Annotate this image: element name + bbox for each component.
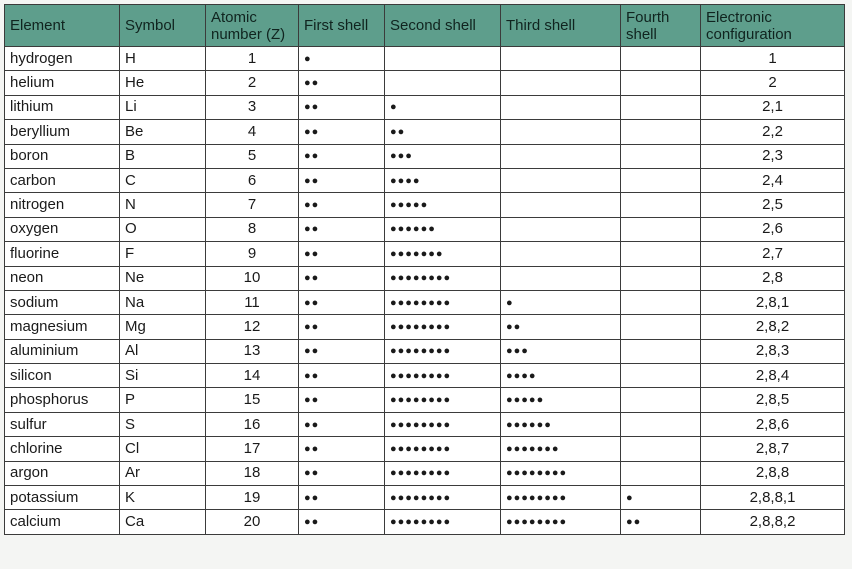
table-row — [5, 290, 845, 314]
first-shell-cell: ●● — [299, 412, 385, 436]
element-symbol-cell: C — [120, 168, 206, 192]
first-shell-cell: ●● — [299, 144, 385, 168]
second-shell-cell — [385, 47, 501, 71]
element-name-cell: beryllium — [5, 120, 120, 144]
third-shell-cell: ●●●●● — [501, 388, 621, 412]
first-shell-cell: ●● — [299, 339, 385, 363]
third-shell-cell — [501, 120, 621, 144]
fourth-shell-cell — [621, 290, 701, 314]
atomic-number-cell: 5 — [206, 144, 299, 168]
second-shell-cell: ●●●●●●●● — [385, 388, 501, 412]
table-header-row — [5, 5, 845, 47]
element-name-cell: neon — [5, 266, 120, 290]
third-shell-cell — [501, 217, 621, 241]
third-shell-cell — [501, 168, 621, 192]
table-row — [5, 364, 845, 388]
table-row — [5, 120, 845, 144]
electronic-configuration-cell: 2,4 — [701, 168, 845, 192]
table-row — [5, 71, 845, 95]
third-shell-cell: ●●●●●●●● — [501, 461, 621, 485]
element-symbol-cell: P — [120, 388, 206, 412]
atomic-number-cell: 15 — [206, 388, 299, 412]
fourth-shell-cell — [621, 242, 701, 266]
header-electronic-configuration: Electronic configuration — [701, 5, 845, 47]
first-shell-cell: ●● — [299, 71, 385, 95]
electron-configuration-table — [4, 4, 845, 535]
atomic-number-cell: 6 — [206, 168, 299, 192]
electronic-configuration-cell: 2,8,3 — [701, 339, 845, 363]
fourth-shell-cell — [621, 412, 701, 436]
third-shell-cell: ●●●●●● — [501, 412, 621, 436]
electronic-configuration-cell: 2,8,6 — [701, 412, 845, 436]
atomic-number-cell: 12 — [206, 315, 299, 339]
element-symbol-cell: F — [120, 242, 206, 266]
second-shell-cell: ●●●●●●●● — [385, 266, 501, 290]
fourth-shell-cell — [621, 144, 701, 168]
element-symbol-cell: H — [120, 47, 206, 71]
element-name-cell: sodium — [5, 290, 120, 314]
element-name-cell: boron — [5, 144, 120, 168]
electronic-configuration-cell: 2,5 — [701, 193, 845, 217]
third-shell-cell — [501, 193, 621, 217]
fourth-shell-cell — [621, 461, 701, 485]
table-row — [5, 461, 845, 485]
element-symbol-cell: He — [120, 71, 206, 95]
element-symbol-cell: Li — [120, 95, 206, 119]
third-shell-cell — [501, 242, 621, 266]
first-shell-cell: ●● — [299, 510, 385, 534]
table-row — [5, 266, 845, 290]
header-atomic-number: Atomic number (Z) — [206, 5, 299, 47]
second-shell-cell: ●●●●●●●● — [385, 437, 501, 461]
electronic-configuration-cell: 2,8,4 — [701, 364, 845, 388]
first-shell-cell: ●● — [299, 290, 385, 314]
third-shell-cell — [501, 144, 621, 168]
element-symbol-cell: N — [120, 193, 206, 217]
electronic-configuration-cell: 2,8,5 — [701, 388, 845, 412]
element-symbol-cell: Cl — [120, 437, 206, 461]
first-shell-cell: ●● — [299, 315, 385, 339]
element-name-cell: argon — [5, 461, 120, 485]
fourth-shell-cell: ● — [621, 486, 701, 510]
second-shell-cell: ●●●●●●●● — [385, 290, 501, 314]
table-row — [5, 193, 845, 217]
element-symbol-cell: Al — [120, 339, 206, 363]
electronic-configuration-cell: 2,8 — [701, 266, 845, 290]
second-shell-cell: ●●●●●●●● — [385, 315, 501, 339]
atomic-number-cell: 10 — [206, 266, 299, 290]
atomic-number-cell: 2 — [206, 71, 299, 95]
electron-configuration-table-container — [4, 4, 844, 535]
first-shell-cell: ●● — [299, 486, 385, 510]
element-name-cell: carbon — [5, 168, 120, 192]
first-shell-cell: ●● — [299, 95, 385, 119]
element-symbol-cell: Si — [120, 364, 206, 388]
fourth-shell-cell — [621, 266, 701, 290]
table-row — [5, 339, 845, 363]
element-name-cell: silicon — [5, 364, 120, 388]
electronic-configuration-cell: 2,1 — [701, 95, 845, 119]
second-shell-cell: ●●●●●●● — [385, 242, 501, 266]
fourth-shell-cell — [621, 364, 701, 388]
element-name-cell: helium — [5, 71, 120, 95]
third-shell-cell: ●●●●●●● — [501, 437, 621, 461]
table-row — [5, 95, 845, 119]
second-shell-cell: ●●●●●● — [385, 217, 501, 241]
table-row — [5, 412, 845, 436]
element-symbol-cell: B — [120, 144, 206, 168]
third-shell-cell — [501, 266, 621, 290]
element-name-cell: nitrogen — [5, 193, 120, 217]
fourth-shell-cell — [621, 120, 701, 144]
second-shell-cell: ●●●●● — [385, 193, 501, 217]
atomic-number-cell: 13 — [206, 339, 299, 363]
third-shell-cell: ● — [501, 290, 621, 314]
atomic-number-cell: 11 — [206, 290, 299, 314]
element-symbol-cell: Ne — [120, 266, 206, 290]
atomic-number-cell: 19 — [206, 486, 299, 510]
atomic-number-cell: 18 — [206, 461, 299, 485]
third-shell-cell: ●●●●●●●● — [501, 486, 621, 510]
element-symbol-cell: Na — [120, 290, 206, 314]
element-name-cell: lithium — [5, 95, 120, 119]
table-row — [5, 144, 845, 168]
electronic-configuration-cell: 2,8,8 — [701, 461, 845, 485]
second-shell-cell: ●●●●●●●● — [385, 364, 501, 388]
table-row — [5, 315, 845, 339]
electronic-configuration-cell: 2,7 — [701, 242, 845, 266]
element-name-cell: fluorine — [5, 242, 120, 266]
third-shell-cell — [501, 47, 621, 71]
element-symbol-cell: O — [120, 217, 206, 241]
fourth-shell-cell: ●● — [621, 510, 701, 534]
table-row — [5, 510, 845, 534]
electronic-configuration-cell: 2,8,7 — [701, 437, 845, 461]
second-shell-cell: ●●●●●●●● — [385, 412, 501, 436]
atomic-number-cell: 8 — [206, 217, 299, 241]
second-shell-cell: ●●● — [385, 144, 501, 168]
table-row — [5, 486, 845, 510]
table-row — [5, 437, 845, 461]
second-shell-cell — [385, 71, 501, 95]
electronic-configuration-cell: 2,3 — [701, 144, 845, 168]
element-name-cell: potassium — [5, 486, 120, 510]
third-shell-cell — [501, 71, 621, 95]
third-shell-cell: ●● — [501, 315, 621, 339]
element-symbol-cell: Ar — [120, 461, 206, 485]
first-shell-cell: ●● — [299, 193, 385, 217]
second-shell-cell: ●●●●●●●● — [385, 486, 501, 510]
electronic-configuration-cell: 2,8,8,1 — [701, 486, 845, 510]
element-name-cell: calcium — [5, 510, 120, 534]
first-shell-cell: ●● — [299, 461, 385, 485]
atomic-number-cell: 20 — [206, 510, 299, 534]
second-shell-cell: ●●●● — [385, 168, 501, 192]
first-shell-cell: ●● — [299, 242, 385, 266]
atomic-number-cell: 9 — [206, 242, 299, 266]
first-shell-cell: ●● — [299, 437, 385, 461]
header-fourth-shell: Fourth shell — [621, 5, 701, 47]
element-symbol-cell: Mg — [120, 315, 206, 339]
fourth-shell-cell — [621, 315, 701, 339]
third-shell-cell: ●●●● — [501, 364, 621, 388]
fourth-shell-cell — [621, 168, 701, 192]
fourth-shell-cell — [621, 95, 701, 119]
atomic-number-cell: 4 — [206, 120, 299, 144]
second-shell-cell: ●●●●●●●● — [385, 510, 501, 534]
first-shell-cell: ●● — [299, 388, 385, 412]
first-shell-cell: ●● — [299, 266, 385, 290]
first-shell-cell: ●● — [299, 217, 385, 241]
header-element: Element — [5, 5, 120, 47]
first-shell-cell: ●● — [299, 120, 385, 144]
table-row — [5, 47, 845, 71]
atomic-number-cell: 7 — [206, 193, 299, 217]
fourth-shell-cell — [621, 47, 701, 71]
header-second-shell: Second shell — [385, 5, 501, 47]
header-first-shell: First shell — [299, 5, 385, 47]
second-shell-cell: ●● — [385, 120, 501, 144]
electronic-configuration-cell: 2,6 — [701, 217, 845, 241]
second-shell-cell: ●●●●●●●● — [385, 339, 501, 363]
third-shell-cell — [501, 95, 621, 119]
atomic-number-cell: 3 — [206, 95, 299, 119]
electronic-configuration-cell: 2,2 — [701, 120, 845, 144]
element-symbol-cell: Ca — [120, 510, 206, 534]
third-shell-cell: ●●●●●●●● — [501, 510, 621, 534]
electronic-configuration-cell: 1 — [701, 47, 845, 71]
electronic-configuration-cell: 2 — [701, 71, 845, 95]
first-shell-cell: ●● — [299, 168, 385, 192]
first-shell-cell: ●● — [299, 364, 385, 388]
element-name-cell: hydrogen — [5, 47, 120, 71]
table-row — [5, 217, 845, 241]
element-name-cell: chlorine — [5, 437, 120, 461]
fourth-shell-cell — [621, 388, 701, 412]
table-body — [5, 47, 845, 535]
element-name-cell: aluminium — [5, 339, 120, 363]
first-shell-cell: ● — [299, 47, 385, 71]
second-shell-cell: ● — [385, 95, 501, 119]
table-row — [5, 242, 845, 266]
electronic-configuration-cell: 2,8,2 — [701, 315, 845, 339]
element-symbol-cell: Be — [120, 120, 206, 144]
fourth-shell-cell — [621, 437, 701, 461]
element-name-cell: oxygen — [5, 217, 120, 241]
fourth-shell-cell — [621, 217, 701, 241]
second-shell-cell: ●●●●●●●● — [385, 461, 501, 485]
element-name-cell: sulfur — [5, 412, 120, 436]
fourth-shell-cell — [621, 71, 701, 95]
fourth-shell-cell — [621, 339, 701, 363]
atomic-number-cell: 1 — [206, 47, 299, 71]
electronic-configuration-cell: 2,8,1 — [701, 290, 845, 314]
element-name-cell: magnesium — [5, 315, 120, 339]
third-shell-cell: ●●● — [501, 339, 621, 363]
element-symbol-cell: K — [120, 486, 206, 510]
electronic-configuration-cell: 2,8,8,2 — [701, 510, 845, 534]
header-third-shell: Third shell — [501, 5, 621, 47]
atomic-number-cell: 17 — [206, 437, 299, 461]
atomic-number-cell: 14 — [206, 364, 299, 388]
table-row — [5, 388, 845, 412]
element-name-cell: phosphorus — [5, 388, 120, 412]
header-symbol: Symbol — [120, 5, 206, 47]
element-symbol-cell: S — [120, 412, 206, 436]
table-row — [5, 168, 845, 192]
fourth-shell-cell — [621, 193, 701, 217]
atomic-number-cell: 16 — [206, 412, 299, 436]
